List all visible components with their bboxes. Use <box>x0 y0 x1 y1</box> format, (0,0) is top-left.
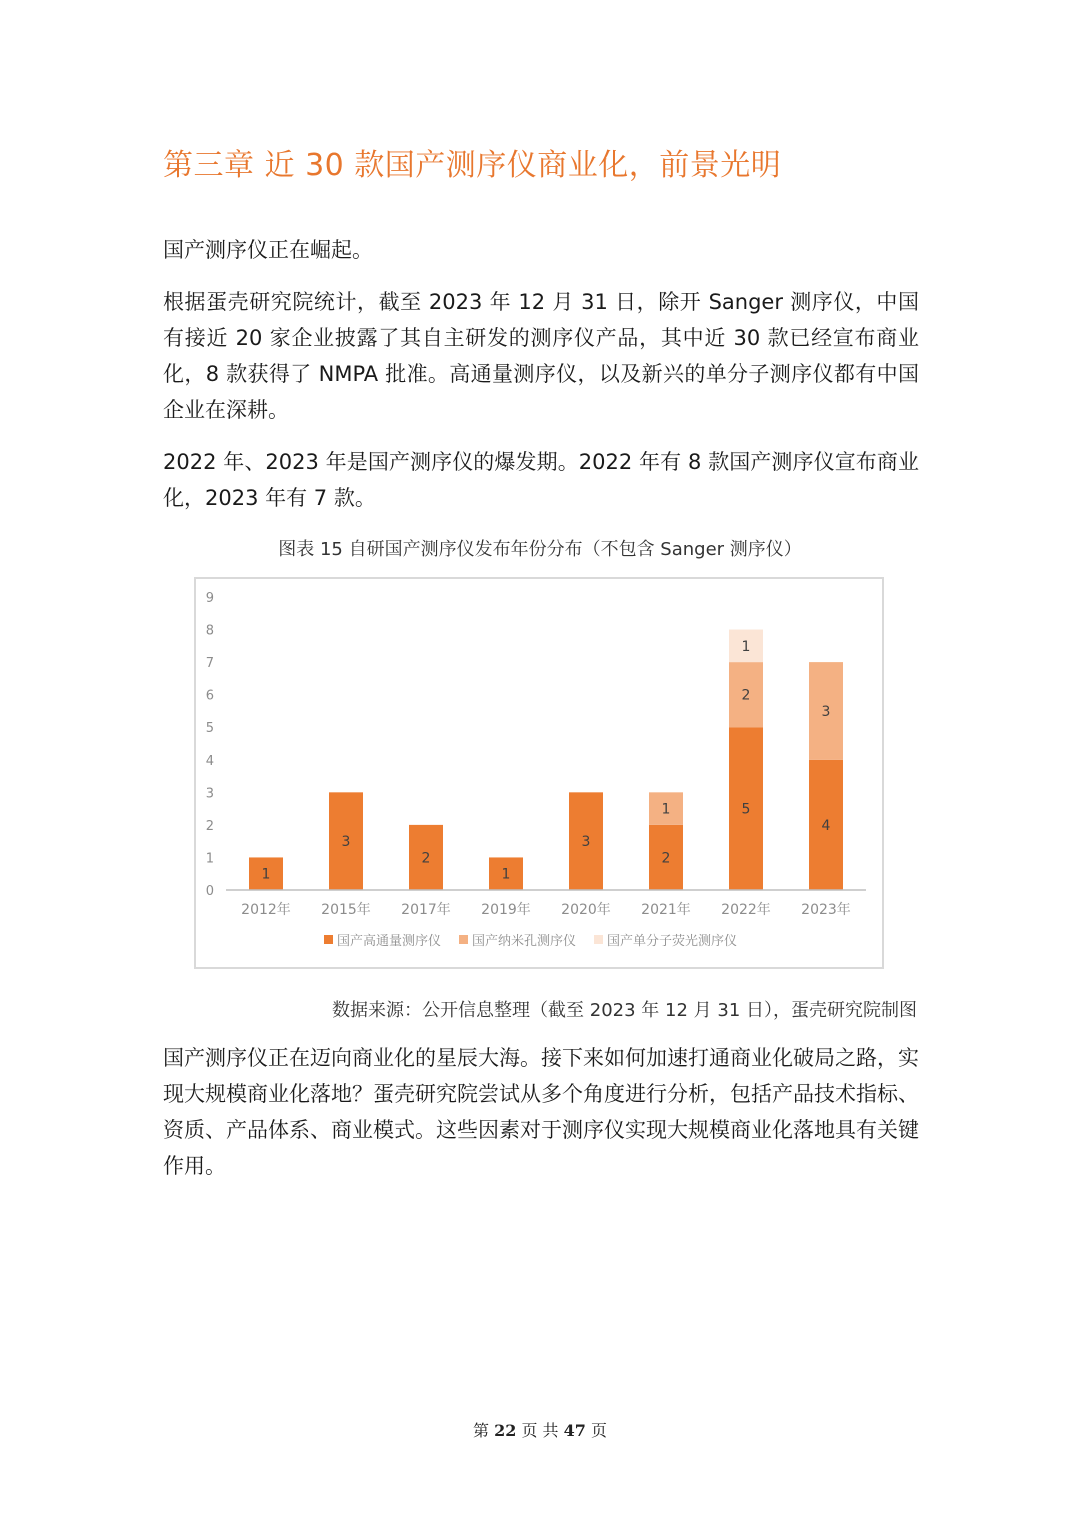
data-label: 1 <box>261 866 271 883</box>
y-tick-label: 5 <box>205 721 214 737</box>
x-tick-label: 2012年 <box>241 902 291 918</box>
x-tick-label: 2021年 <box>641 902 691 918</box>
paragraph-intro: 国产测序仪正在崛起。 <box>163 238 373 262</box>
legend-swatch <box>459 935 468 944</box>
data-label: 2 <box>741 687 751 704</box>
x-tick-label: 2020年 <box>561 902 611 918</box>
y-tick-label: 7 <box>205 656 214 672</box>
y-tick-label: 4 <box>205 753 214 769</box>
data-label: 4 <box>821 817 831 834</box>
paragraph-statistics: 根据蛋壳研究院统计，截至 2023 年 12 月 31 日，除开 Sanger 测序仪，中国有接近 20 家企业披露了其自主研发的测序仪产品，其中近 30 款已经宣布商业化，8 款获得了 NMPA 批准。高通量测序仪，以及新兴的单分子测序仪都有中国企业在深耕。 <box>163 290 919 422</box>
paragraph-outlook: 国产测序仪正在迈向商业化的星辰大海。接下来如何加速打通商业化破局之路，实现大规模商业化落地？蛋壳研究院尝试从多个角度进行分析，包括产品技术指标、资质、产品体系、商业模式。这些因素对于测序仪实现大规模商业化落地具有关键作用。 <box>163 1046 919 1178</box>
y-tick-label: 1 <box>205 851 214 867</box>
page-footer <box>0 1418 1080 1441</box>
legend-label: 国产高通量测序仪 <box>337 934 442 949</box>
legend-label: 国产纳米孔测序仪 <box>472 934 577 949</box>
paragraph-boom-period: 2022 年、2023 年是国产测序仪的爆发期。2022 年有 8 款国产测序仪宣布商业化，2023 年有 7 款。 <box>163 450 919 510</box>
data-label: 2 <box>421 850 431 867</box>
footer-suffix: 页 <box>591 1421 608 1440</box>
y-tick-label: 6 <box>205 688 214 704</box>
x-tick-label: 2017年 <box>401 902 451 918</box>
data-label: 3 <box>341 834 351 851</box>
x-tick-label: 2023年 <box>801 902 851 918</box>
stacked-bar-chart <box>196 579 882 967</box>
footer-prefix: 第 <box>472 1421 489 1440</box>
y-tick-label: 2 <box>205 818 214 834</box>
x-tick-label: 2019年 <box>481 902 531 918</box>
source-note: 数据来源：公开信息整理（截至 2023 年 12 月 31 日），蛋壳研究院制图 <box>332 1000 917 1021</box>
figure-caption: 图表 15 自研国产测序仪发布年份分布（不包含 Sanger 测序仪） <box>278 539 802 560</box>
chapter-title: 第三章 近 30 款国产测序仪商业化，前景光明 <box>163 148 782 183</box>
page-total: 47 <box>563 1421 586 1440</box>
data-label: 1 <box>741 638 751 655</box>
y-tick-label: 9 <box>205 591 214 606</box>
footer-middle: 页 共 <box>521 1421 559 1440</box>
page-number: 22 <box>494 1421 517 1440</box>
y-tick-label: 0 <box>205 884 214 899</box>
data-label: 5 <box>741 801 751 818</box>
legend-swatch <box>594 935 603 944</box>
y-tick-label: 3 <box>205 786 214 802</box>
data-label: 1 <box>661 801 671 818</box>
data-label: 3 <box>581 834 591 851</box>
data-label: 2 <box>661 850 671 867</box>
data-label: 1 <box>501 866 511 883</box>
chart-frame <box>194 577 884 969</box>
x-tick-label: 2015年 <box>321 902 371 918</box>
legend-label: 国产单分子荧光测序仪 <box>607 934 738 949</box>
legend-swatch <box>324 935 333 944</box>
data-label: 3 <box>821 703 831 720</box>
y-tick-label: 8 <box>205 623 214 639</box>
x-tick-label: 2022年 <box>721 902 771 918</box>
